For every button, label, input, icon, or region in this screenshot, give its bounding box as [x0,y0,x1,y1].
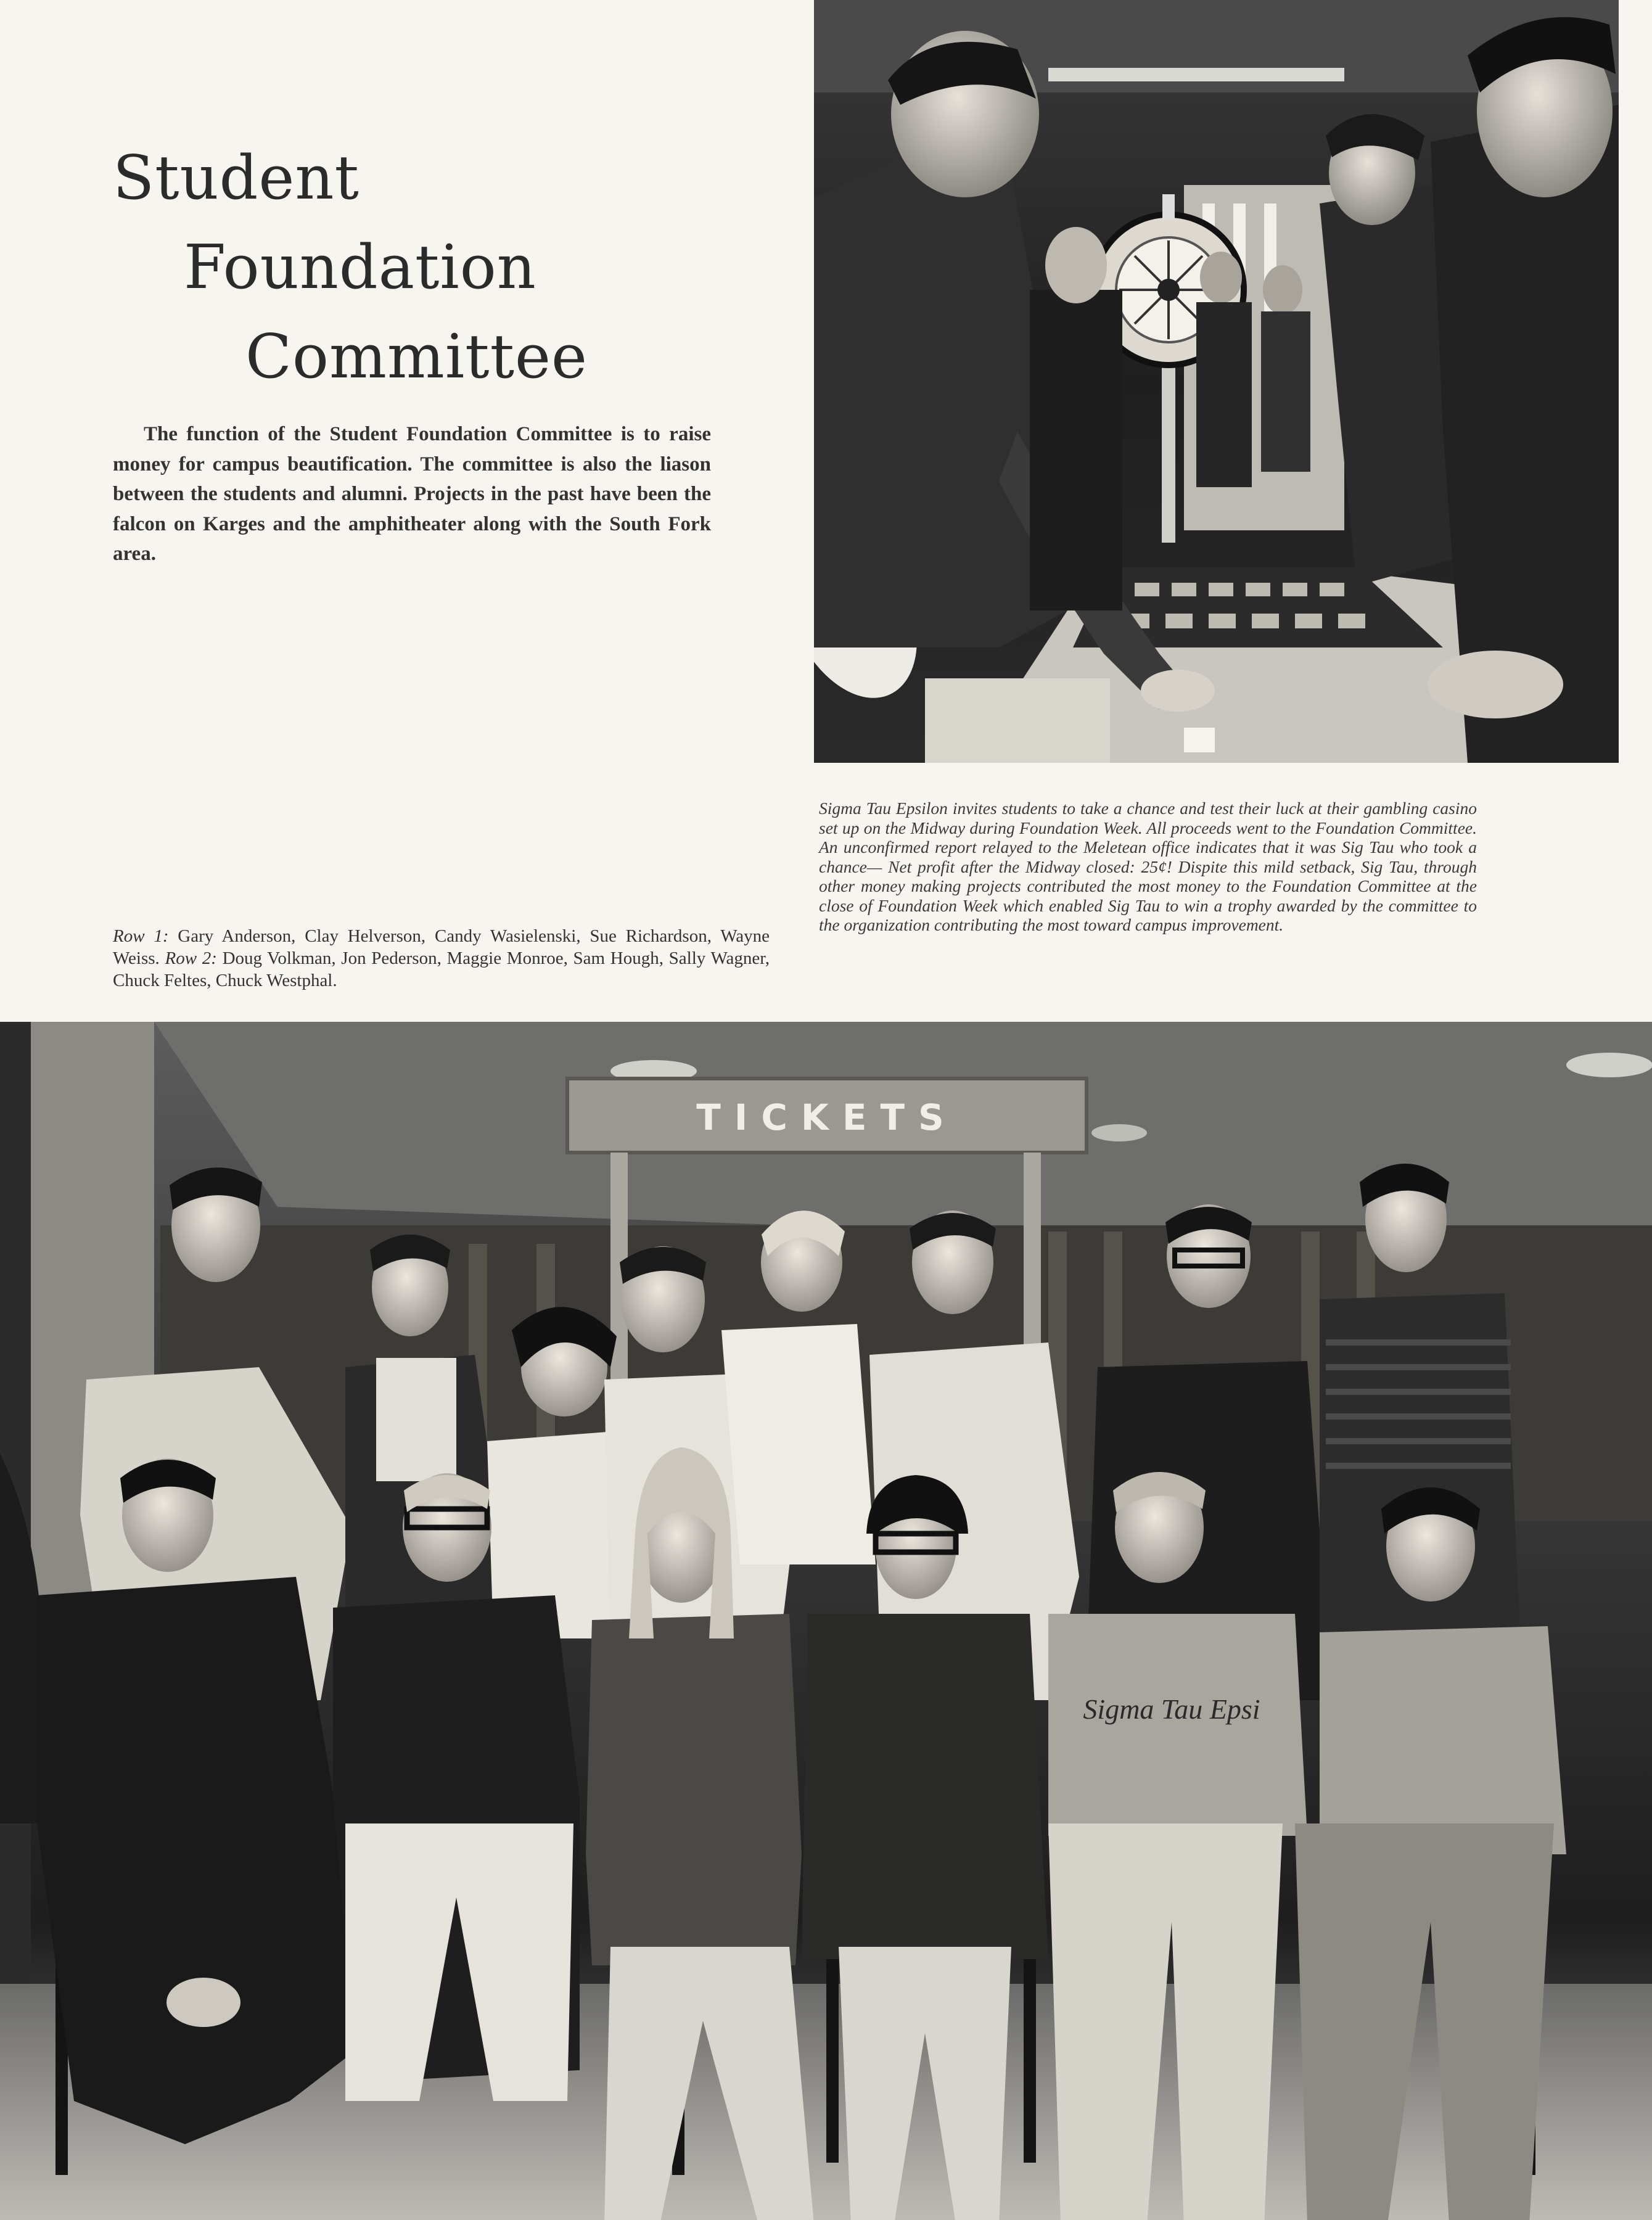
page-title-line-2: Foundation [184,232,536,303]
row-1-names: Gary Anderson, Clay Helverson, Candy Wasielenski, Sue Richardson, Wayne Weiss. [113,926,770,968]
row-2-label: Row 2: [165,948,217,968]
intro-paragraph: The function of the Student Foundation Committee is to raise money for campus beautification. The committee is also the liason between the students and alumni. Projects in the past have been the falcon on Karges and the amphitheater along with the South Fork area. [113,423,711,565]
row-1-label: Row 1: [113,926,169,946]
casino-photo-caption: Sigma Tau Epsilon invites students to take a chance and test their luck at their gambling casino set up on the Midway during Foundation Week. All proceeds went to the Foundation Committee. An unconfirmed report relayed to the Meletean office indicates that it was Sig Tau who took a chance— Net profit after the Midway closed: 25¢! Dispite this mild setback, Sig Tau, through other money making projects contributed the most money to the Foundation Committee at the close of Foundation Week which enabled Sig Tau to win a trophy awarded by the committee to the organization contributing the most toward campus improvement. [819,799,1477,934]
row-2-names: Doug Volkman, Jon Pederson, Maggie Monroe, Sam Hough, Sally Wagner, Chuck Feltes, Chuck Westphal. [113,948,770,990]
page-title-line-3: Committee [245,322,588,392]
tickets-sign-text: TICKETS [696,1096,958,1138]
group-photo [0,1022,1652,2220]
group-photo-caption [113,925,770,992]
page-title-line-1: Student [113,143,360,213]
sweatshirt-text: Sigma Tau Epsi [1083,1693,1260,1725]
casino-photo [814,0,1619,763]
